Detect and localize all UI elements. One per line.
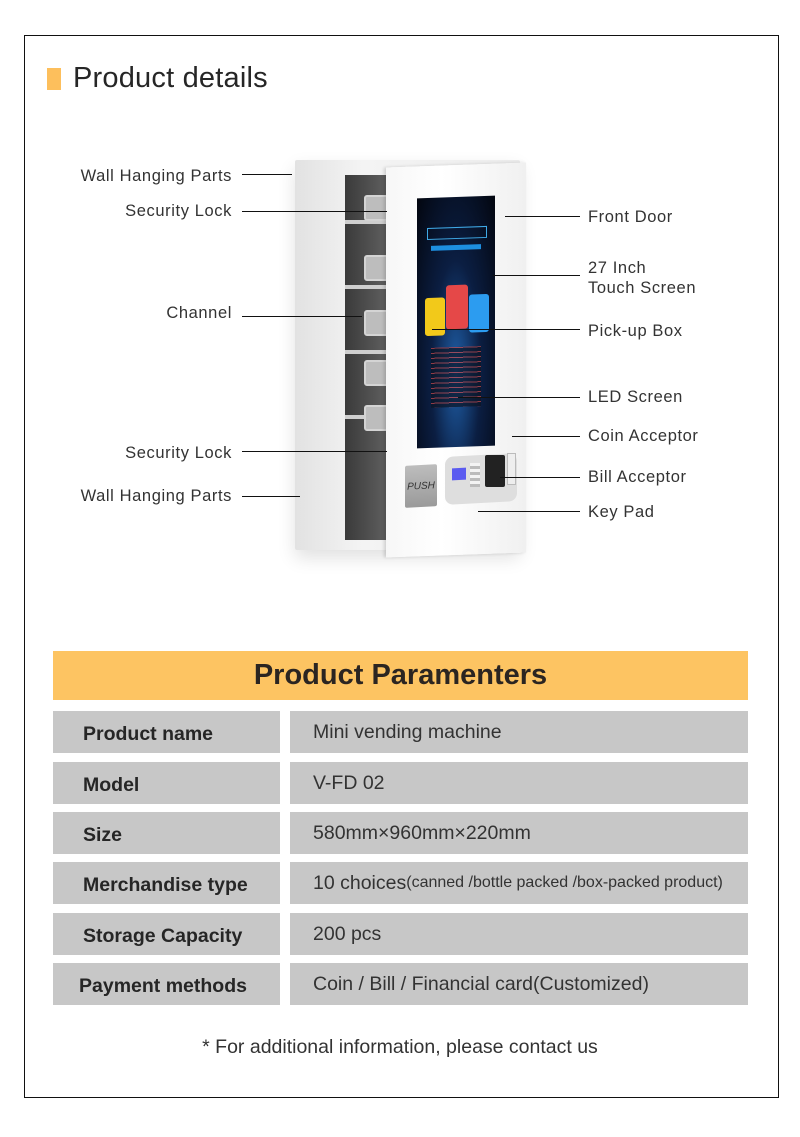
callout-pick-up-box: Pick-up Box xyxy=(588,322,683,340)
section-title xyxy=(47,62,268,95)
title-accent-bar xyxy=(47,68,61,90)
leader-line xyxy=(500,477,580,478)
param-value: Mini vending machine xyxy=(290,711,748,753)
callout-channel: Channel xyxy=(166,304,232,322)
screen-band xyxy=(431,244,481,251)
param-value: 580mm×960mm×220mm xyxy=(290,812,748,854)
parameters-title: Product Paramenters xyxy=(53,651,748,700)
param-value-detail: (canned /bottle packed /box-packed product) xyxy=(406,874,723,891)
callout-front-door: Front Door xyxy=(588,208,673,226)
screen-phone-blue xyxy=(469,294,489,333)
screen-banner xyxy=(427,226,487,240)
leader-line xyxy=(242,451,387,452)
leader-line xyxy=(432,329,580,330)
callout-key-pad: Key Pad xyxy=(588,503,655,521)
bill-acceptor xyxy=(485,455,505,487)
led-screen xyxy=(452,468,466,481)
callout-wall-hanging-parts-bottom: Wall Hanging Parts xyxy=(80,487,232,505)
page-title: Product details xyxy=(73,62,268,94)
pick-up-box: PUSH xyxy=(405,464,437,508)
leader-line xyxy=(242,496,300,497)
param-value-merchandise xyxy=(290,862,748,904)
callout-wall-hanging-parts-top: Wall Hanging Parts xyxy=(80,167,232,185)
param-value: 10 choices xyxy=(313,871,407,894)
leader-line xyxy=(242,316,362,317)
vending-machine-illustration xyxy=(290,155,530,560)
contact-note: * For additional information, please contact us xyxy=(202,1036,598,1058)
param-key: Storage Capacity xyxy=(53,913,280,955)
touch-screen xyxy=(417,196,495,449)
param-key: Merchandise type xyxy=(53,862,280,904)
leader-line xyxy=(478,511,580,512)
leader-line xyxy=(242,211,387,212)
callout-bill-acceptor: Bill Acceptor xyxy=(588,468,687,486)
callout-security-lock-top: Security Lock xyxy=(125,202,232,220)
param-key: Product name xyxy=(53,711,280,753)
param-value: 200 pcs xyxy=(290,913,748,955)
callout-led-screen: LED Screen xyxy=(588,388,683,406)
param-key: Model xyxy=(53,762,280,804)
screen-phone-red xyxy=(446,285,468,330)
leader-line xyxy=(493,275,580,276)
leader-line xyxy=(242,174,292,175)
callout-coin-acceptor: Coin Acceptor xyxy=(588,427,699,445)
param-key: Payment methods xyxy=(53,963,280,1005)
callout-touch-screen-line1: 27 Inch xyxy=(588,259,647,277)
param-value: Coin / Bill / Financial card(Customized) xyxy=(290,963,748,1005)
callout-touch-screen-line2: Touch Screen xyxy=(588,279,697,297)
key-pad xyxy=(470,463,480,487)
leader-line xyxy=(505,216,580,217)
param-value: V-FD 02 xyxy=(290,762,748,804)
callout-security-lock-bottom: Security Lock xyxy=(125,444,232,462)
coin-acceptor xyxy=(507,453,516,485)
leader-line xyxy=(512,436,580,437)
leader-line xyxy=(458,397,580,398)
param-key: Size xyxy=(53,812,280,854)
screen-grid xyxy=(431,346,481,408)
